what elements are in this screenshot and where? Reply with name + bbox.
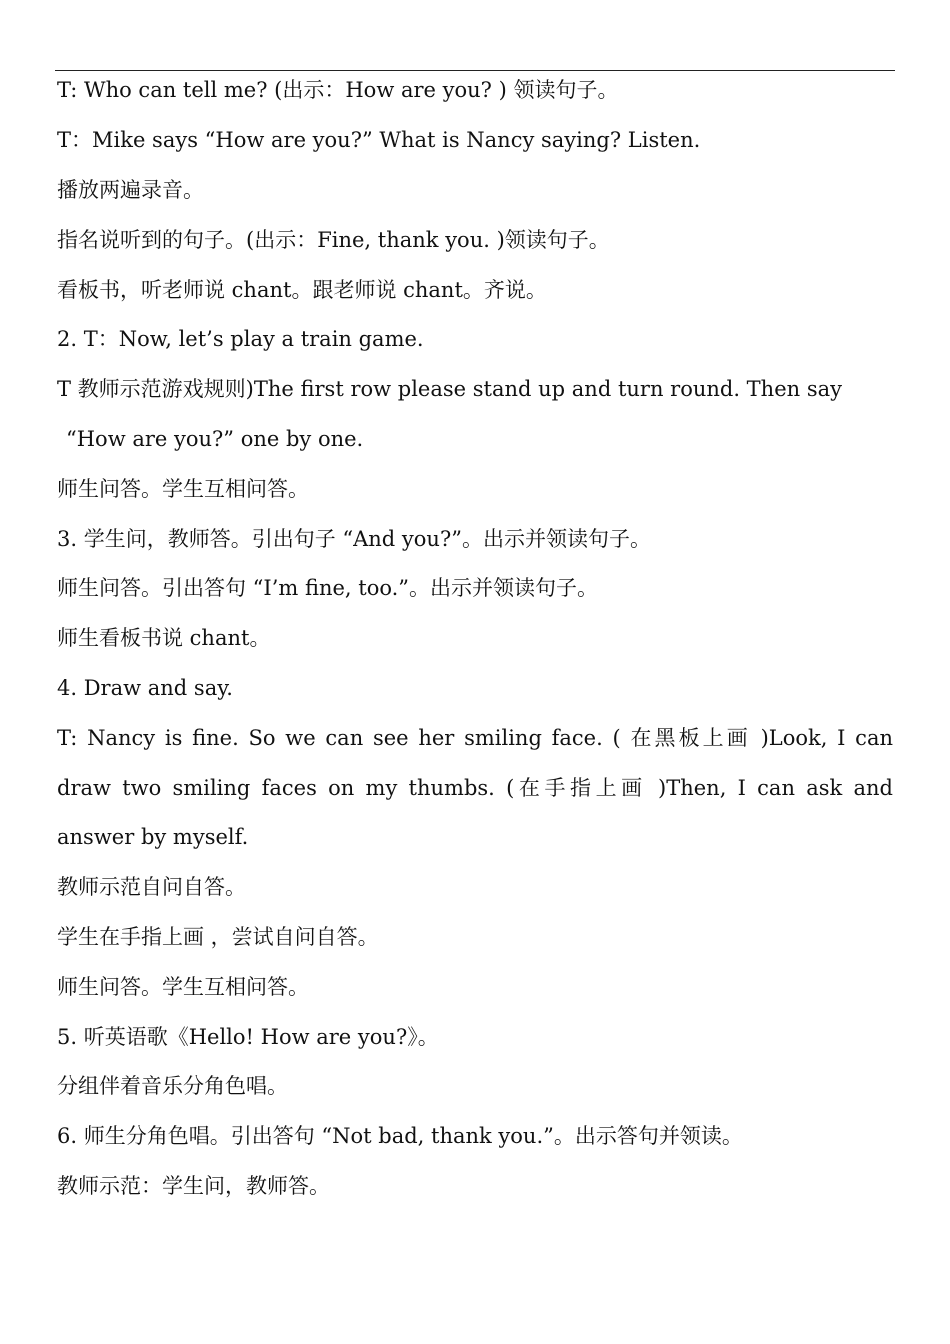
text-line: 学生在手指上画 ，尝试自问自答。 (57, 925, 379, 949)
text-line: 教师示范：学生问，教师答。 (57, 1174, 330, 1198)
text-line: answer by myself. (57, 825, 249, 849)
text-line: 师生问答。学生互相问答。 (57, 477, 309, 501)
text-line: 看板书，听老师说 chant。跟老师说 chant。齐说。 (57, 278, 547, 302)
text-line: 师生问答。引出答句 “I’m fine, too.”。出示并领读句子。 (57, 576, 599, 600)
text-line: 师生看板书说 chant。 (57, 626, 271, 650)
text-line: draw two smiling faces on my thumbs. (在手指上画 )Then, I can ask and (57, 776, 893, 800)
text-line: T：Mike says “How are you?” What is Nancy saying? Listen. (57, 128, 701, 152)
text-line: 2. T：Now, let’s play a train game. (57, 327, 424, 351)
text-line: 分组伴着音乐分角色唱。 (57, 1074, 288, 1098)
text-line: 教师示范自问自答。 (57, 875, 246, 899)
text-line: 5. 听英语歌《Hello! How are you?》。 (57, 1025, 439, 1049)
text-line: 播放两遍录音。 (57, 178, 204, 202)
text-line: T: Who can tell me? (出示：How are you? ) 领读句子。 (57, 78, 619, 102)
text-line: 6. 师生分角色唱。引出答句 “Not bad, thank you.”。出示答句并领读。 (57, 1124, 743, 1148)
header-rule (55, 70, 895, 71)
text-line: 3. 学生问，教师答。引出句子 “And you?”。出示并领读句子。 (57, 527, 651, 551)
text-line: 指名说听到的句子。(出示：Fine, thank you. )领读句子。 (57, 228, 610, 252)
text-line: T 教师示范游戏规则)The first row please stand up and turn round. Then say (57, 377, 842, 401)
text-line: 4. Draw and say. (57, 676, 233, 700)
text-line: “How are you?” one by one. (66, 427, 364, 451)
text-line: 师生问答。学生互相问答。 (57, 975, 309, 999)
text-line: T: Nancy is fine. So we can see her smiling face. ( 在黑板上画 )Look, I can (57, 726, 893, 750)
